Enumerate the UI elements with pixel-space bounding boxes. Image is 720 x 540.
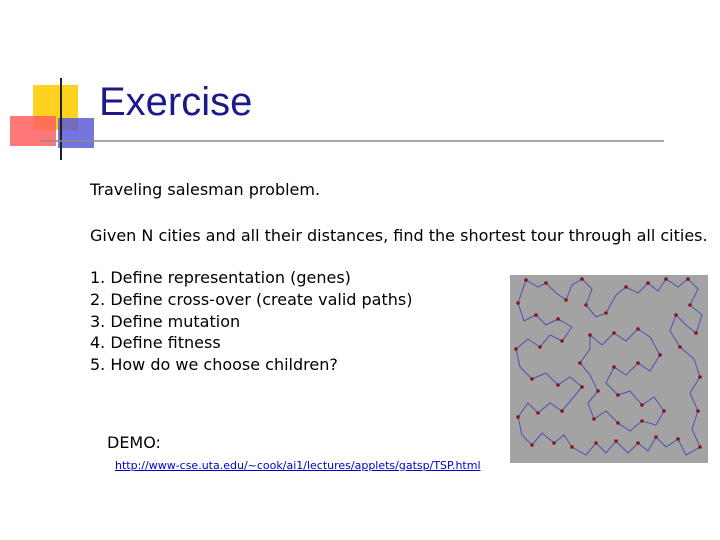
slide-title: Exercise — [99, 80, 253, 124]
step-item: 2. Define cross-over (create valid paths) — [90, 290, 413, 309]
intro-text: Traveling salesman problem. — [90, 180, 321, 199]
step-item: 4. Define fitness — [90, 333, 221, 352]
step-item: 1. Define representation (genes) — [90, 268, 351, 287]
given-text: Given N cities and all their distances, find the shortest tour through all cities. — [90, 226, 708, 245]
blue-square — [58, 118, 94, 148]
step-item: 3. Define mutation — [90, 312, 241, 331]
tsp-tour-image — [510, 275, 708, 463]
tour-background — [510, 275, 708, 463]
demo-link[interactable]: http://www-cse.uta.edu/~cook/ai1/lectures/applets/gatsp/TSP.html — [115, 459, 481, 472]
demo-label: DEMO: — [107, 433, 161, 452]
step-item: 5. How do we choose children? — [90, 355, 338, 374]
